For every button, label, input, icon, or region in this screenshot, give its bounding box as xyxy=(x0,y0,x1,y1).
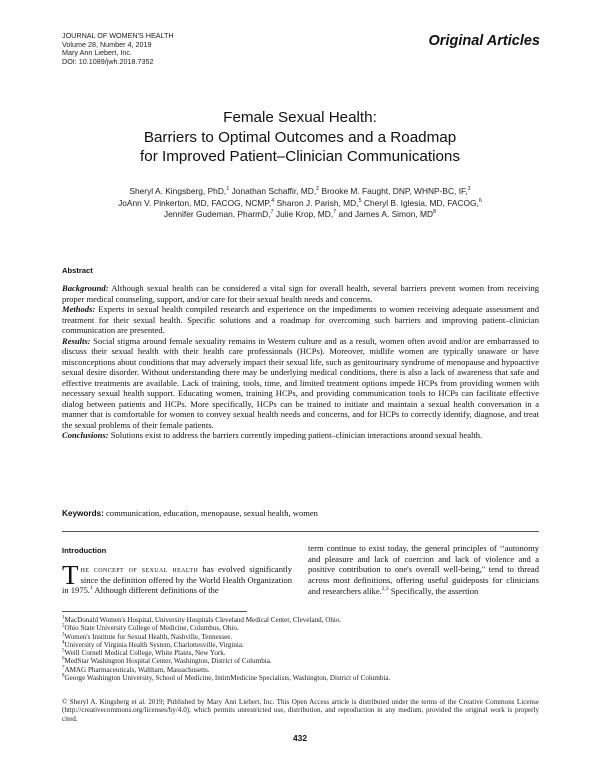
affiliation-mark: 7 xyxy=(333,209,337,216)
affiliation-mark: 4 xyxy=(271,197,275,204)
title-line-2: Barriers to Optimal Outcomes and a Roadmap xyxy=(143,128,457,146)
footnote-number: 3 xyxy=(62,632,65,638)
author-name: Sheryl A. Kingsberg, PhD, xyxy=(129,186,227,196)
footnote-text: Women's Institute for Sexual Health, Nashville, Tennessee. xyxy=(64,632,233,641)
footnote-divider xyxy=(62,611,247,612)
methods-text: Experts in sexual health compiled research and experience on the impediments to women receiving adequate assessment and treatment for their sexual health. Specific solutions and a roadmap for overcoming such barriers and improving patient–clinician communication are presented. xyxy=(62,304,539,335)
conclusions-label: Conclusions: xyxy=(62,430,109,440)
keywords-label: Keywords: xyxy=(62,509,104,518)
footnote xyxy=(62,624,539,632)
methods-label: Methods: xyxy=(62,304,96,314)
author-name: Sharon J. Parish, MD, xyxy=(274,197,359,208)
journal-publisher: Mary Ann Liebert, Inc. xyxy=(62,48,132,58)
abstract-background xyxy=(62,283,539,304)
footnote-number: 1 xyxy=(62,615,65,621)
footnote-text: Weill Cornell Medical College, White Plains, New York. xyxy=(64,649,226,658)
author-name: JoAnn V. Pinkerton, MD, FACOG, NCMP, xyxy=(118,197,272,208)
affiliation-mark: 2 xyxy=(316,186,320,193)
results-label: Results: xyxy=(62,335,91,346)
footnote-text: University of Virginia Health System, Charlottesville, Virginia. xyxy=(64,640,244,649)
footnote-number: 5 xyxy=(62,648,65,654)
citation-mark: 2,3 xyxy=(381,585,389,592)
affiliation-mark: 3 xyxy=(467,186,471,193)
section-divider xyxy=(62,531,539,532)
affiliation-mark: 1 xyxy=(226,186,230,193)
title-line-1: Female Sexual Health: xyxy=(223,109,377,126)
journal-header xyxy=(62,32,362,66)
introduction-heading: Introduction xyxy=(62,546,107,555)
author-line-3 xyxy=(60,209,540,221)
footnote-text: George Washington University, School of Medicine, IntimMedicine Specialists, Washington, District of Columbia. xyxy=(64,674,391,683)
license-notice: © Sheryl A. Kingsberg et al. 2019; Published by Mary Ann Liebert, Inc. This Open Access article is distributed under the terms of the Creative Commons License (http://creativecommons.org/licenses/by/4.0), which permits unrestricted use, distribution, and reproduction in any medium, provided the original work is properly cited. xyxy=(62,698,539,723)
footnote xyxy=(62,633,539,641)
footnote-number: 4 xyxy=(62,640,65,646)
title-line-3: for Improved Patient–Clinician Communications xyxy=(140,148,460,165)
journal-doi: DOI: 10.1089/jwh.2018.7352 xyxy=(62,56,154,66)
intro-left-text: has evolved significantly since the definition offered by the World Health Organization in 1975. xyxy=(62,564,292,596)
author-name: Cheryl B. Iglesia, MD, FACOG, xyxy=(361,197,479,208)
author-line-2 xyxy=(60,198,540,210)
abstract-results xyxy=(62,336,539,431)
footnote-number: 6 xyxy=(62,657,65,663)
abstract-heading: Abstract xyxy=(62,266,93,275)
author-name: Jennifer Gudeman, PharmD, xyxy=(163,209,271,220)
author-name: and James A. Simon, MD xyxy=(336,209,434,220)
page-number: 432 xyxy=(293,733,307,743)
affiliation-mark: 8 xyxy=(433,209,437,216)
affiliation-mark: 7 xyxy=(270,209,274,216)
author-name: Jonathan Schaffir, MD, xyxy=(229,186,317,196)
article-title xyxy=(60,108,540,167)
drop-cap: T xyxy=(62,560,79,590)
author-line-1 xyxy=(60,186,540,198)
intro-left-text-2: Although different definitions of the xyxy=(92,585,219,596)
keywords-text: communication, education, menopause, sexual health, women xyxy=(103,508,318,518)
affiliation-mark: 6 xyxy=(478,197,482,204)
abstract-body xyxy=(62,283,539,441)
conclusions-text: Solutions exist to address the barriers currently impeding patient–clinician interactions around sexual health. xyxy=(108,430,483,440)
abstract-conclusions xyxy=(62,430,539,441)
section-tag: Original Articles xyxy=(428,33,540,49)
footnote-number: 2 xyxy=(62,623,65,629)
journal-name: JOURNAL OF WOMEN'S HEALTH xyxy=(62,31,174,40)
keywords xyxy=(62,508,539,520)
intro-column-right xyxy=(308,543,539,597)
footnote-text: Ohio State University College of Medicine, Columbus, Ohio. xyxy=(64,624,239,633)
footnote xyxy=(62,674,539,682)
intro-smallcaps: he concept of sexual health xyxy=(80,564,199,574)
abstract-methods xyxy=(62,304,539,336)
footnote-number: 8 xyxy=(62,673,65,679)
affiliation-footnotes xyxy=(62,616,539,682)
intro-right-text-2: Specifically, the assertion xyxy=(388,585,479,596)
affiliation-mark: 5 xyxy=(358,197,362,204)
footnote-number: 7 xyxy=(62,665,65,671)
background-label: Background: xyxy=(62,283,109,293)
footnote-text: MacDonald Women's Hospital, University Hospitals Cleveland Medical Center, Cleveland, Ohio. xyxy=(64,616,342,624)
footnote-text: MedStar Washington Hospital Center, Washington, District of Columbia. xyxy=(64,657,272,666)
journal-volume: Volume 28, Number 4, 2019 xyxy=(62,39,152,49)
intro-column-left xyxy=(62,560,292,596)
footnote-text: AMAG Pharmaceuticals, Waltham, Massachusetts. xyxy=(64,665,210,674)
results-text: Social stigma around female sexuality remains in Western culture and as a result, women often avoid and/or are embarrassed to discuss their sexual health with their health care professionals (HCPs). Moreover, midlife women are typically unaware or have misconceptions about conditions that may adversely impact their sexual life, such as genitourinary syndrome of menopause and hypoactive sexual desire disorder. Without understanding there may be underlying medical conditions, there is also a lack of awareness that safe and effective treatments are available. Lack of training, tools, time, and limited treatment options impede HCPs from providing women with necessary sexual health support. Educating women, training HCPs, and providing communication tools to HCPs can facilitate effective dialog between patients and HCPs. More specifically, HCPs can be trained to initiate and maintain a sexual health conversation in a manner that is comfortable for women to convey sexual health needs and concerns, and for HCPs to correctly identify, diagnose, and treat the sexual problems of their female patients. xyxy=(62,335,539,430)
author-name: Brooke M. Faught, DNP, WHNP-BC, IF, xyxy=(319,186,468,196)
intro-right-text: term continue to exist today, the general principles of ‘‘autonomy and pleasure and lack of coercion and lack of violence and a positive contribution to one's overall well-being,'' tend to thread across most definitions, offering useful guideposts for clinicians and researchers alike. xyxy=(308,543,539,596)
footnote xyxy=(62,641,539,649)
author-list xyxy=(60,186,540,221)
citation-mark: 1 xyxy=(90,585,93,592)
background-text: Although sexual health can be considered a vital sign for overall health, several barriers prevent women from receiving proper medical counseling, support, and/or care for their sexual health needs and concerns. xyxy=(62,283,539,304)
footnote xyxy=(62,666,539,674)
author-name: Julie Krop, MD, xyxy=(273,209,334,220)
footnote xyxy=(62,657,539,665)
